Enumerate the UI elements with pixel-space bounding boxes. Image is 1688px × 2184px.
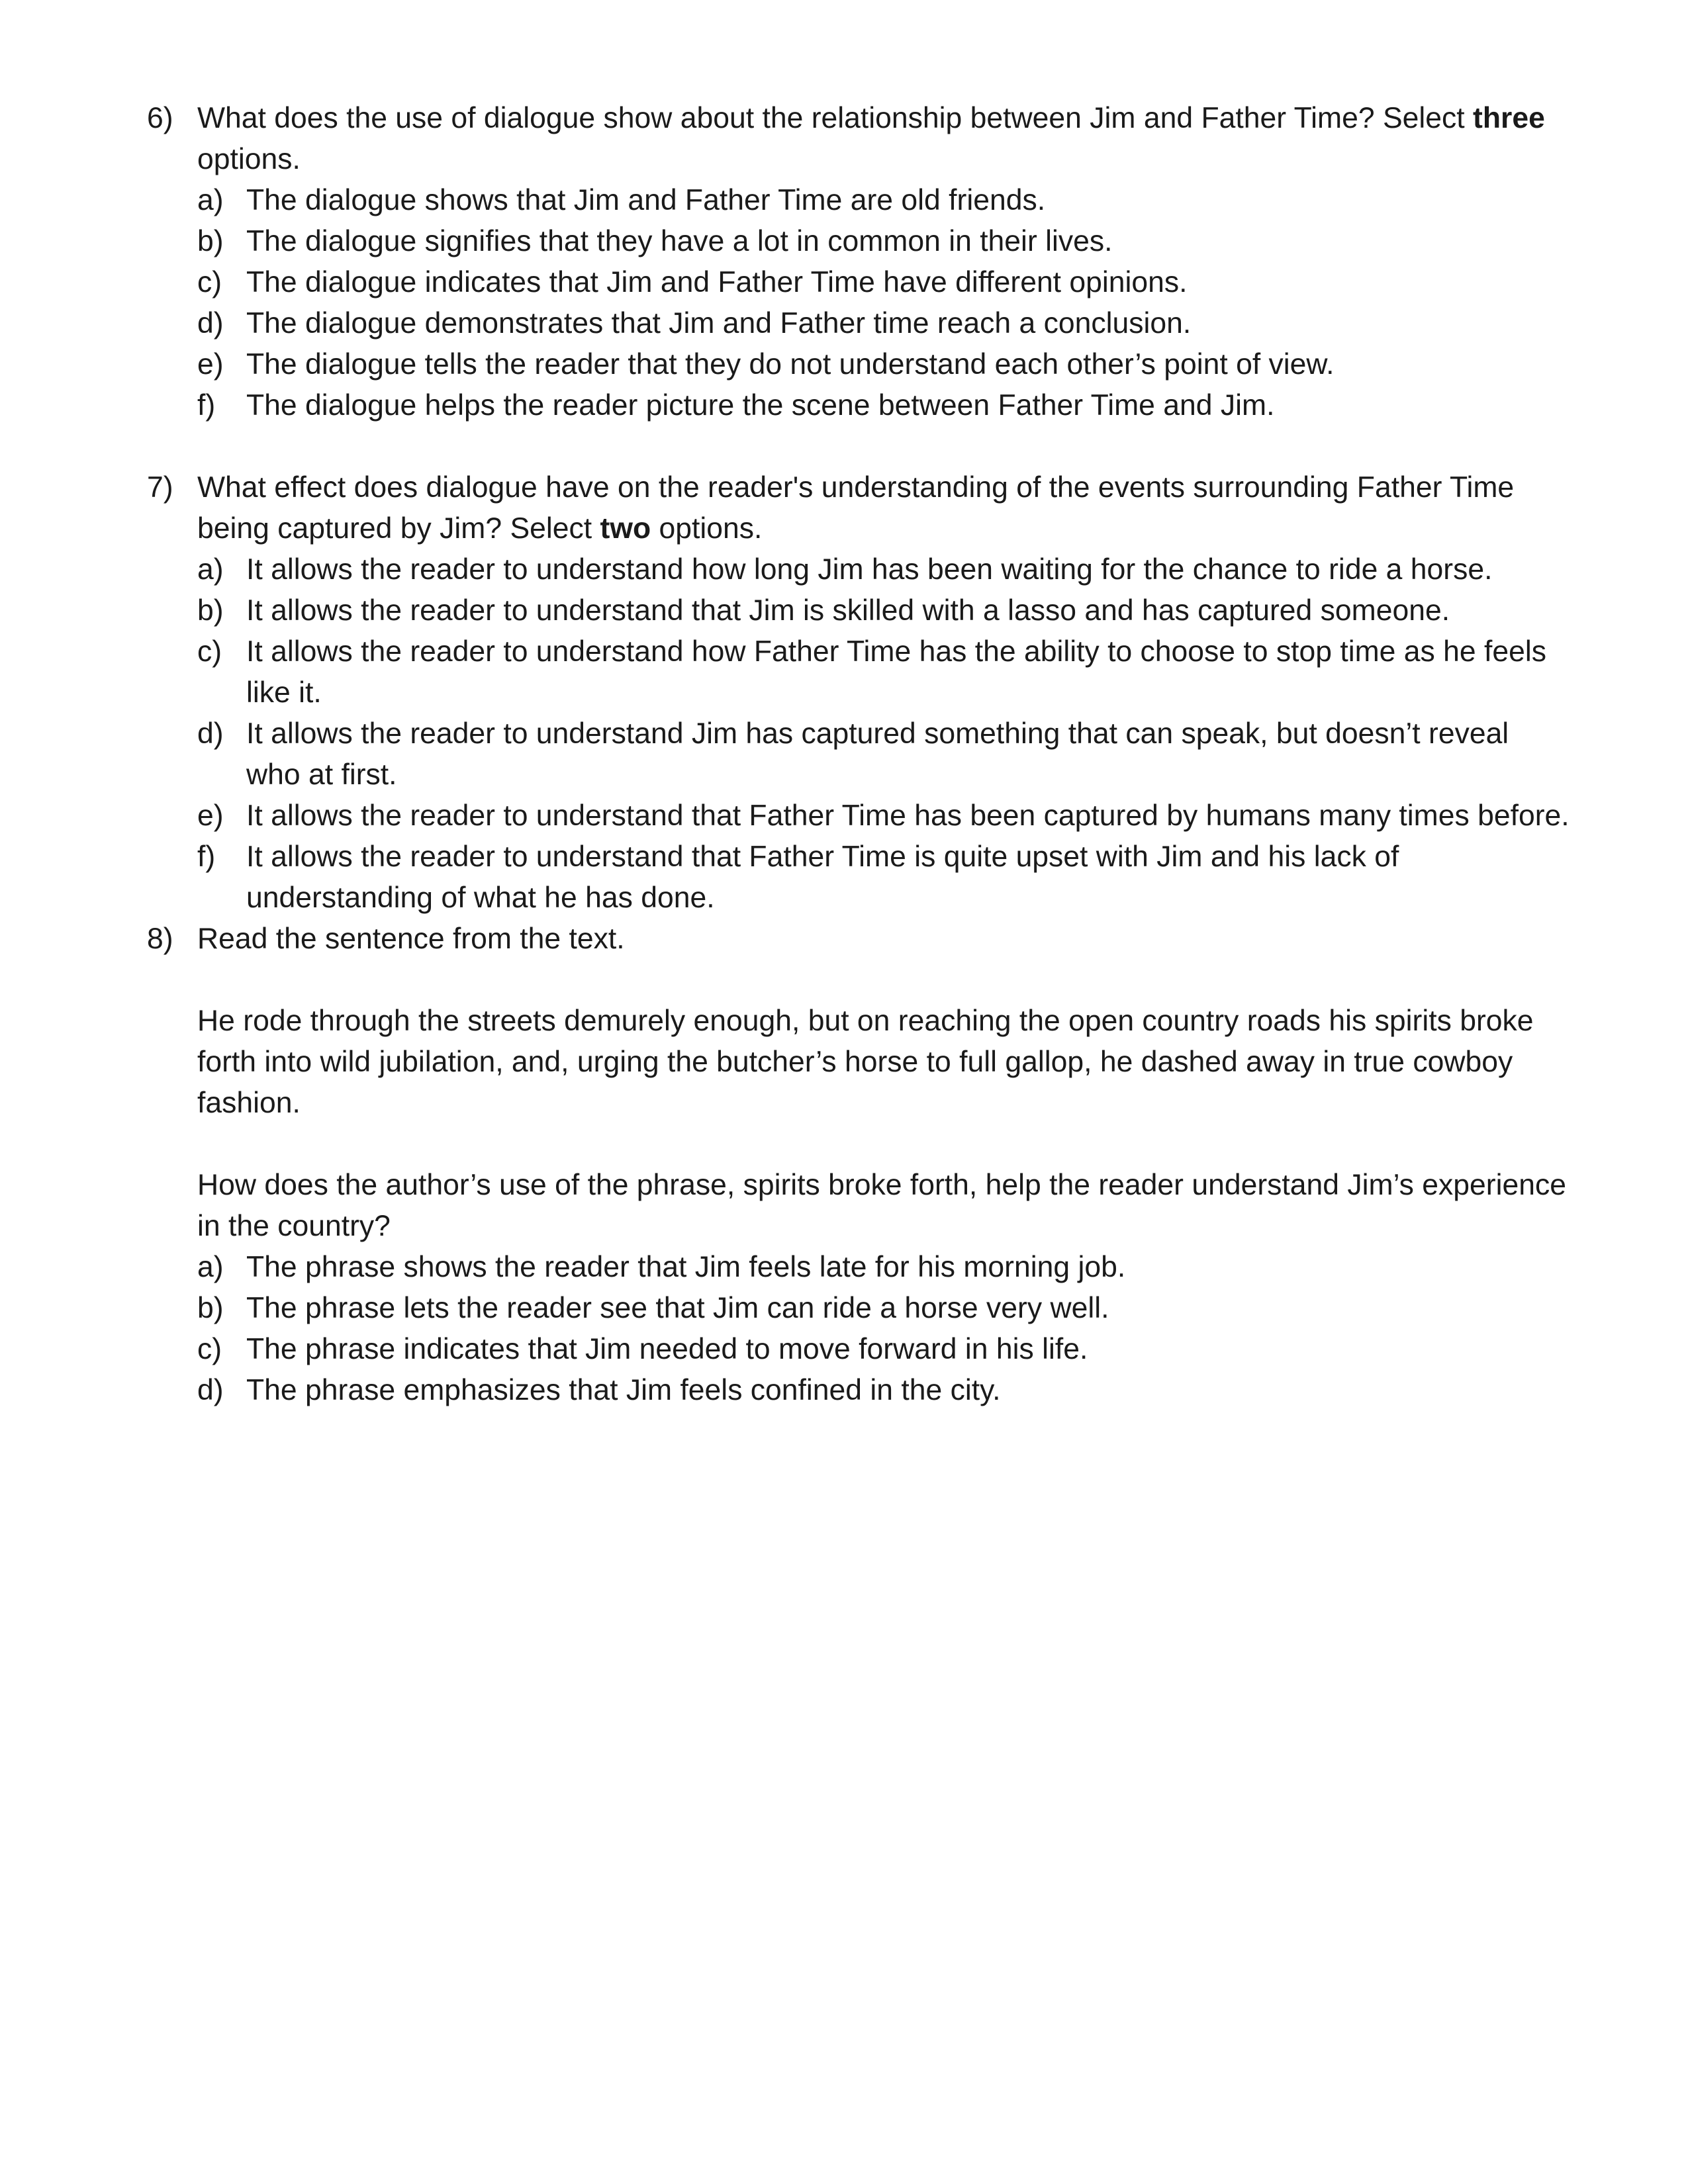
emphasis-text: two [600, 512, 651, 545]
option-label: b) [197, 225, 224, 257]
spacer [197, 1124, 1570, 1165]
option-e [147, 344, 1570, 385]
option-b [147, 1288, 1570, 1329]
option-text: It allows the reader to understand Jim has captured something that can speak, but doesn’t reveal who at first. [246, 717, 1509, 791]
question-stem: What does the use of dialogue show about the relationship between Jim and Father Time? Select three options. [197, 102, 1545, 175]
option-label: a) [197, 553, 224, 586]
option-d [147, 713, 1570, 796]
option-list [147, 549, 1570, 919]
option-text: It allows the reader to understand that Father Time has been captured by humans many times before. [246, 799, 1570, 832]
question-number: 8) [147, 923, 173, 955]
option-label: b) [197, 1292, 224, 1324]
option-text: The phrase shows the reader that Jim feels late for his morning job. [246, 1251, 1126, 1283]
quoted-passage: He rode through the streets demurely enough, but on reaching the open country roads his spirits broke forth into wild jubilation, and, urging the butcher’s horse to full gallop, he dashed away in true cowboy fashion. [197, 1005, 1534, 1119]
option-d [147, 1370, 1570, 1411]
option-text: The phrase lets the reader see that Jim can ride a horse very well. [246, 1292, 1109, 1324]
option-label: f) [197, 841, 216, 873]
option-b [147, 221, 1570, 262]
option-a [147, 549, 1570, 590]
option-a [147, 180, 1570, 221]
option-text: The dialogue helps the reader picture the scene between Father Time and Jim. [246, 389, 1275, 422]
option-label: b) [197, 594, 224, 627]
question-prompt: How does the author’s use of the phrase, spirits broke forth, help the reader understand Jim’s experience in the country? [197, 1169, 1566, 1242]
option-label: e) [197, 348, 224, 381]
option-label: f) [197, 389, 216, 422]
option-c [147, 631, 1570, 713]
question-list [147, 98, 1570, 1411]
option-text: It allows the reader to understand that Father Time is quite upset with Jim and his lack of understanding of what he has done. [246, 841, 1399, 914]
option-text: The phrase indicates that Jim needed to move forward in his life. [246, 1333, 1088, 1365]
spacer [147, 426, 1570, 467]
question-number: 7) [147, 471, 173, 504]
option-a [147, 1247, 1570, 1288]
option-label: c) [197, 1333, 222, 1365]
question-8 [147, 919, 1570, 1247]
option-label: e) [197, 799, 224, 832]
option-text: The dialogue tells the reader that they do not understand each other’s point of view. [246, 348, 1335, 381]
option-label: c) [197, 266, 222, 298]
option-f [147, 837, 1570, 919]
option-label: a) [197, 1251, 224, 1283]
option-text: It allows the reader to understand how Father Time has the ability to choose to stop time as he feels like it. [246, 635, 1547, 709]
option-text: The dialogue signifies that they have a lot in common in their lives. [246, 225, 1113, 257]
option-c [147, 1329, 1570, 1370]
option-f [147, 385, 1570, 426]
option-label: d) [197, 1374, 224, 1406]
option-label: d) [197, 307, 224, 340]
option-text: The dialogue shows that Jim and Father Time are old friends. [246, 184, 1046, 216]
question-7 [147, 467, 1570, 549]
spacer [197, 960, 1570, 1001]
option-label: a) [197, 184, 224, 216]
option-text: It allows the reader to understand that Jim is skilled with a lasso and has captured someone. [246, 594, 1450, 627]
emphasis-text: three [1473, 102, 1545, 134]
option-label: d) [197, 717, 224, 750]
option-text: The dialogue indicates that Jim and Father Time have different opinions. [246, 266, 1188, 298]
option-d [147, 303, 1570, 344]
question-6 [147, 98, 1570, 180]
option-text: The phrase emphasizes that Jim feels confined in the city. [246, 1374, 1001, 1406]
option-label: c) [197, 635, 222, 668]
option-c [147, 262, 1570, 303]
question-stem: Read the sentence from the text. [197, 923, 625, 955]
option-text: It allows the reader to understand how long Jim has been waiting for the chance to ride a horse. [246, 553, 1493, 586]
option-list [147, 1247, 1570, 1411]
question-number: 6) [147, 102, 173, 134]
option-text: The dialogue demonstrates that Jim and Father time reach a conclusion. [246, 307, 1192, 340]
option-e [147, 796, 1570, 837]
option-list [147, 180, 1570, 426]
question-stem: What effect does dialogue have on the reader's understanding of the events surrounding Father Time being captured by Jim? Select two options. [197, 471, 1515, 545]
option-b [147, 590, 1570, 631]
